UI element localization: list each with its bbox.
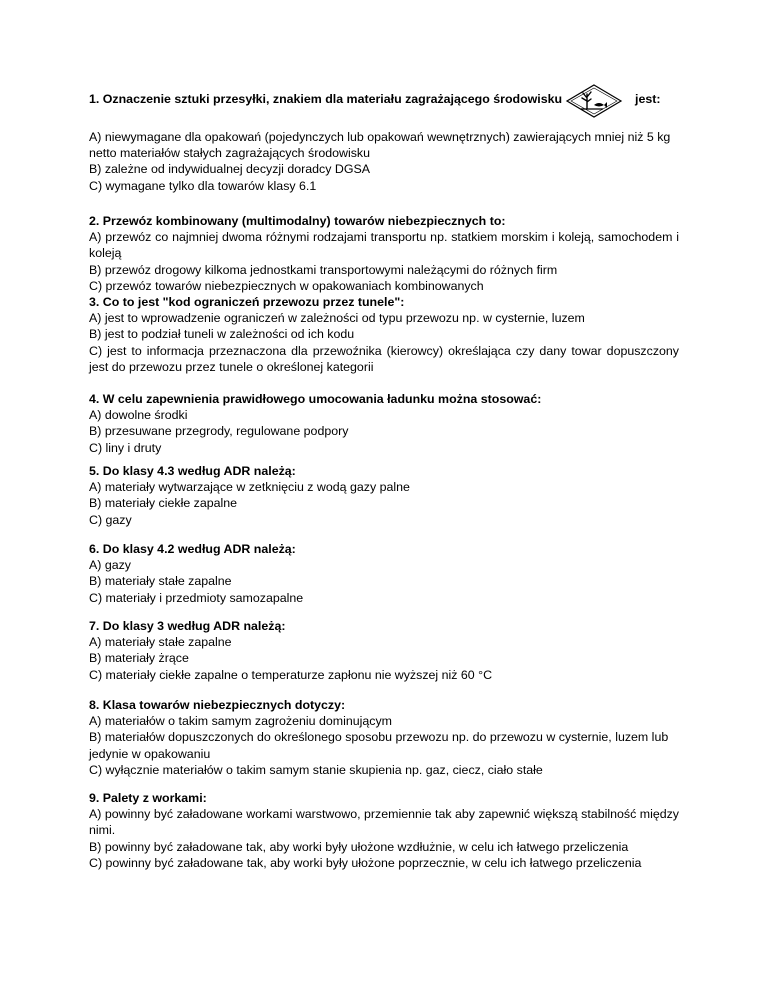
- question-7-title: 7. Do klasy 3 według ADR należą:: [89, 619, 286, 633]
- question-8: [89, 697, 679, 778]
- question-6-option-b: B) materiały stałe zapalne: [89, 574, 232, 589]
- question-5-option-a: A) materiały wytwarzające w zetknięciu z wodą gazy palne: [89, 480, 410, 495]
- question-5-option-b: B) materiały ciekłe zapalne: [89, 496, 238, 511]
- question-9: [89, 790, 679, 871]
- question-5-title: 5. Do klasy 4.3 według ADR należą:: [89, 464, 296, 478]
- question-5-option-c: C) gazy: [89, 512, 132, 527]
- question-1-option-c: C) wymagane tylko dla towarów klasy 6.1: [89, 178, 317, 193]
- question-9-title: 9. Palety z workami:: [89, 791, 207, 805]
- question-3-option-a: A) jest to wprowadzenie ograniczeń w zależności od typu przewozu np. w cysternie, luzem: [89, 311, 585, 326]
- question-1-option-a: A) niewymagane dla opakowań (pojedynczych lub opakowań wewnętrznych) zawierających mniej niż 5 kg netto materiałów stałych zagrażających środowisku: [89, 130, 671, 161]
- question-6-title: 6. Do klasy 4.2 według ADR należą:: [89, 542, 296, 556]
- question-4: [89, 391, 679, 456]
- question-6-option-a: A) gazy: [89, 558, 132, 573]
- question-8-title: 8. Klasa towarów niebezpiecznych dotyczy:: [89, 698, 346, 712]
- question-9-option-c: C) powinny być załadowane tak, aby worki były ułożone poprzecznie, w celu ich łatwego przeliczenia: [89, 855, 642, 870]
- question-8-option-c: C) wyłącznie materiałów o takim samym stanie skupienia np. gaz, ciecz, ciało stałe: [89, 762, 543, 777]
- question-1-title: 1. Oznaczenie sztuki przesyłki, znakiem dla materiału zagrażającego środowisku: [89, 92, 563, 106]
- question-4-option-b: B) przesuwane przegrody, regulowane podpory: [89, 424, 349, 439]
- question-2-option-c: C) przewóz towarów niebezpiecznych w opakowaniach kombinowanych: [89, 278, 484, 293]
- question-1-options: [89, 129, 679, 194]
- question-5: [89, 463, 679, 528]
- question-6-option-c: C) materiały i przedmioty samozapalne: [89, 590, 304, 605]
- question-2-option-a: A) przewóz co najmniej dwoma różnymi rodzajami transportu np. statkiem morskim i koleją, samochodem i koleją: [89, 230, 679, 261]
- question-8-option-b: B) materiałów dopuszczonych do określonego sposobu przewozu np. do przewozu w cysternie, luzem lub jedynie w opakowaniu: [89, 730, 669, 761]
- question-7-option-a: A) materiały stałe zapalne: [89, 635, 232, 650]
- question-7-option-c: C) materiały ciekłe zapalne o temperaturze zapłonu nie wyższej niż 60 °C: [89, 667, 493, 682]
- question-8-option-a: A) materiałów o takim samym zagrożeniu dominującym: [89, 714, 392, 729]
- question-2-option-b: B) przewóz drogowy kilkoma jednostkami transportowymi należącymi do różnych firm: [89, 262, 558, 277]
- question-7-option-b: B) materiały żrące: [89, 651, 189, 666]
- question-1-title-end: jest:: [635, 92, 661, 106]
- question-9-option-a: A) powinny być załadowane workami warstwowo, przemiennie tak aby zapewnić większą stabilność między nimi.: [89, 807, 679, 838]
- question-2: [89, 213, 679, 294]
- question-4-option-c: C) liny i druty: [89, 440, 162, 455]
- question-1-option-b: B) zależne od indywidualnej decyzji doradcy DGSA: [89, 162, 370, 177]
- question-3-option-c: C) jest to informacja przeznaczona dla przewoźnika (kierowcy) określająca czy dany towar dopuszczony jest do przewozu przez tunele o określonej kategorii: [89, 343, 679, 374]
- question-4-title: 4. W celu zapewnienia prawidłowego umocowania ładunku można stosować:: [89, 392, 542, 406]
- question-3-option-b: B) jest to podział tuneli w zależności od ich kodu: [89, 327, 355, 342]
- question-3: [89, 294, 679, 375]
- environmental-hazard-icon: [565, 84, 623, 118]
- question-7: [89, 618, 679, 683]
- question-1-header: [89, 84, 679, 114]
- question-9-option-b: B) powinny być załadowane tak, aby worki były ułożone wzdłużnie, w celu ich łatwego przeliczenia: [89, 839, 629, 854]
- question-4-option-a: A) dowolne środki: [89, 408, 188, 423]
- question-3-title: 3. Co to jest "kod ograniczeń przewozu przez tunele":: [89, 295, 405, 309]
- question-6: [89, 541, 679, 606]
- question-2-title: 2. Przewóz kombinowany (multimodalny) towarów niebezpiecznych to:: [89, 214, 506, 228]
